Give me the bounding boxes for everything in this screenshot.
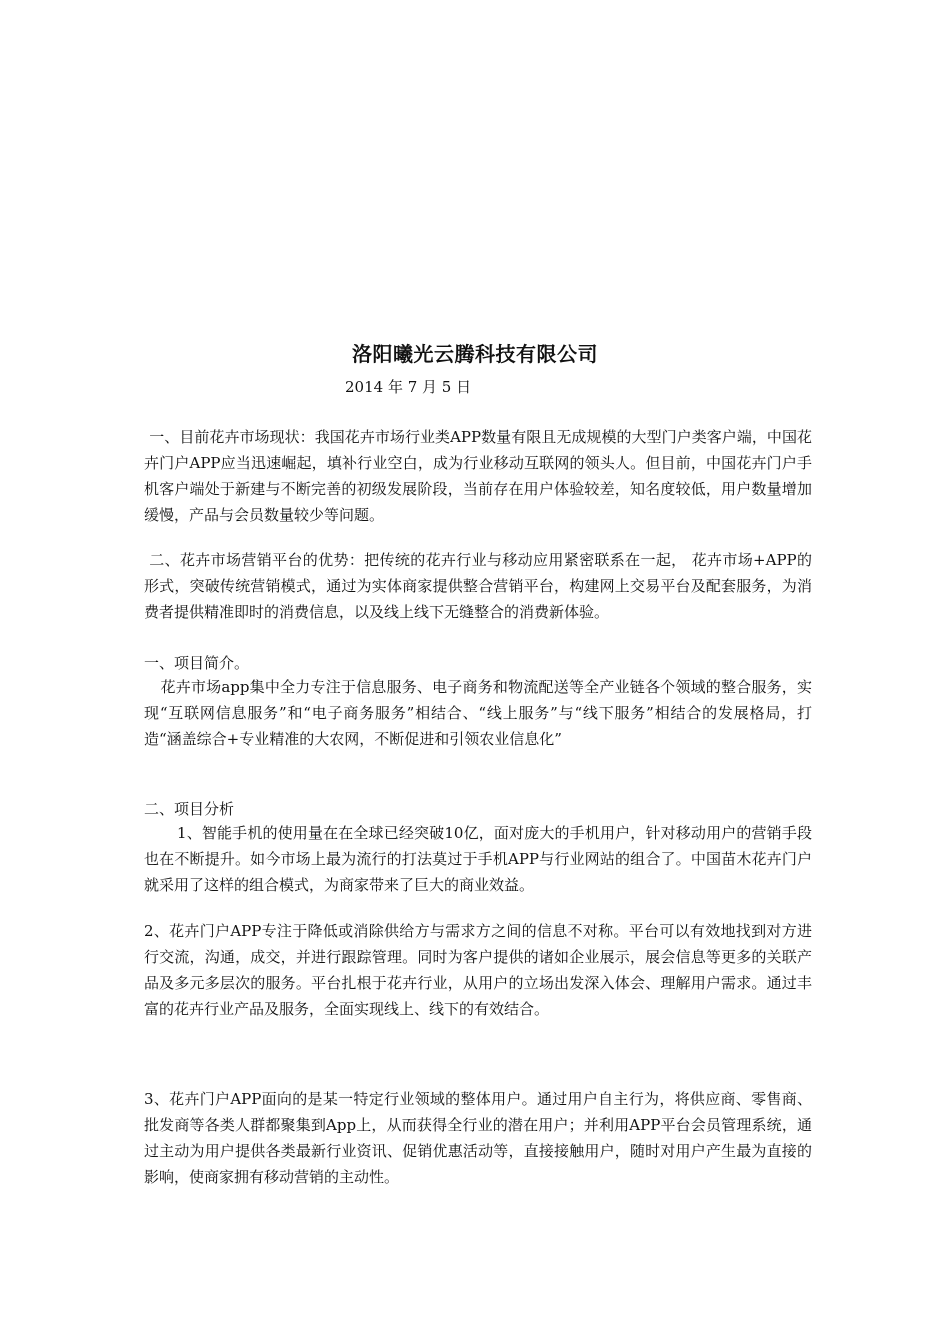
heading-project-analysis: 二、项目分析: [144, 800, 235, 818]
heading-project-intro: 一、项目简介。: [144, 654, 250, 672]
paragraph-analysis-1: 1、智能手机的使用量在在全球已经突破10亿，面对庞大的手机用户，针对移动用户的营销手段也在不断提升。如今市场上最为流行的打法莫过于手机APP与行业网站的组合了。中国苗木花卉门户就采用了这样的组合模式，为商家带来了巨大的商业效益。: [144, 824, 812, 894]
paragraph-project-intro: 花卉市场app集中全力专注于信息服务、电子商务和物流配送等全产业链各个领域的整合服务，实现“互联网信息服务”和“电子商务服务”相结合、“线上服务”与“线下服务”相结合的发展格局，打造“涵盖综合+专业精准的大农网，不断促进和引领农业信息化”: [144, 678, 812, 748]
document-title: 洛阳曦光云腾科技有限公司: [352, 342, 598, 366]
section-analysis-item-3: [144, 1086, 812, 1190]
paragraph-analysis-3: 3、花卉门户APP面向的是某一特定行业领域的整体用户。通过用户自主行为，将供应商、零售商、批发商等各类人群都聚集到App上，从而获得全行业的潜在用户；并利用APP平台会员管理系统，通过主动为用户提供各类最新行业资讯、促销优惠活动等，直接接触用户，随时对用户产生最为直接的影响，使商家拥有移动营销的主动性。: [144, 1090, 812, 1186]
section-analysis-item-1: [144, 820, 812, 898]
section-project-intro: [144, 674, 812, 752]
section-market-status: [144, 424, 812, 528]
section-analysis-heading: [144, 796, 812, 822]
paragraph-analysis-2: 2、花卉门户APP专注于降低或消除供给方与需求方之间的信息不对称。平台可以有效地找到对方进行交流，沟通，成交，并进行跟踪管理。同时为客户提供的诸如企业展示，展会信息等更多的关联产品及多元多层次的服务。平台扎根于花卉行业，从用户的立场出发深入体会、理解用户需求。通过丰富的花卉行业产品及服务，全面实现线上、线下的有效结合。: [144, 922, 812, 1018]
section-analysis-item-2: [144, 918, 812, 1022]
section-platform-advantage: [144, 547, 812, 625]
paragraph-market-status: 一、目前花卉市场现状：我国花卉市场行业类APP数量有限且无成规模的大型门户类客户端，中国花卉门户APP应当迅速崛起，填补行业空白，成为行业移动互联网的领头人。但目前，中国花卉门户手机客户端处于新建与不断完善的初级发展阶段，当前存在用户体验较差，知名度较低，用户数量增加缓慢，产品与会员数量较少等问题。: [144, 428, 812, 524]
section-intro-heading: [144, 650, 812, 676]
document-date: 2014 年 7 月 5 日: [345, 378, 472, 396]
paragraph-platform-advantage: 二、花卉市场营销平台的优势：把传统的花卉行业与移动应用紧密联系在一起， 花卉市场+APP的形式，突破传统营销模式，通过为实体商家提供整合营销平台，构建网上交易平台及配套服务，为消费者提供精准即时的消费信息，以及线上线下无缝整合的消费新体验。: [144, 551, 812, 621]
